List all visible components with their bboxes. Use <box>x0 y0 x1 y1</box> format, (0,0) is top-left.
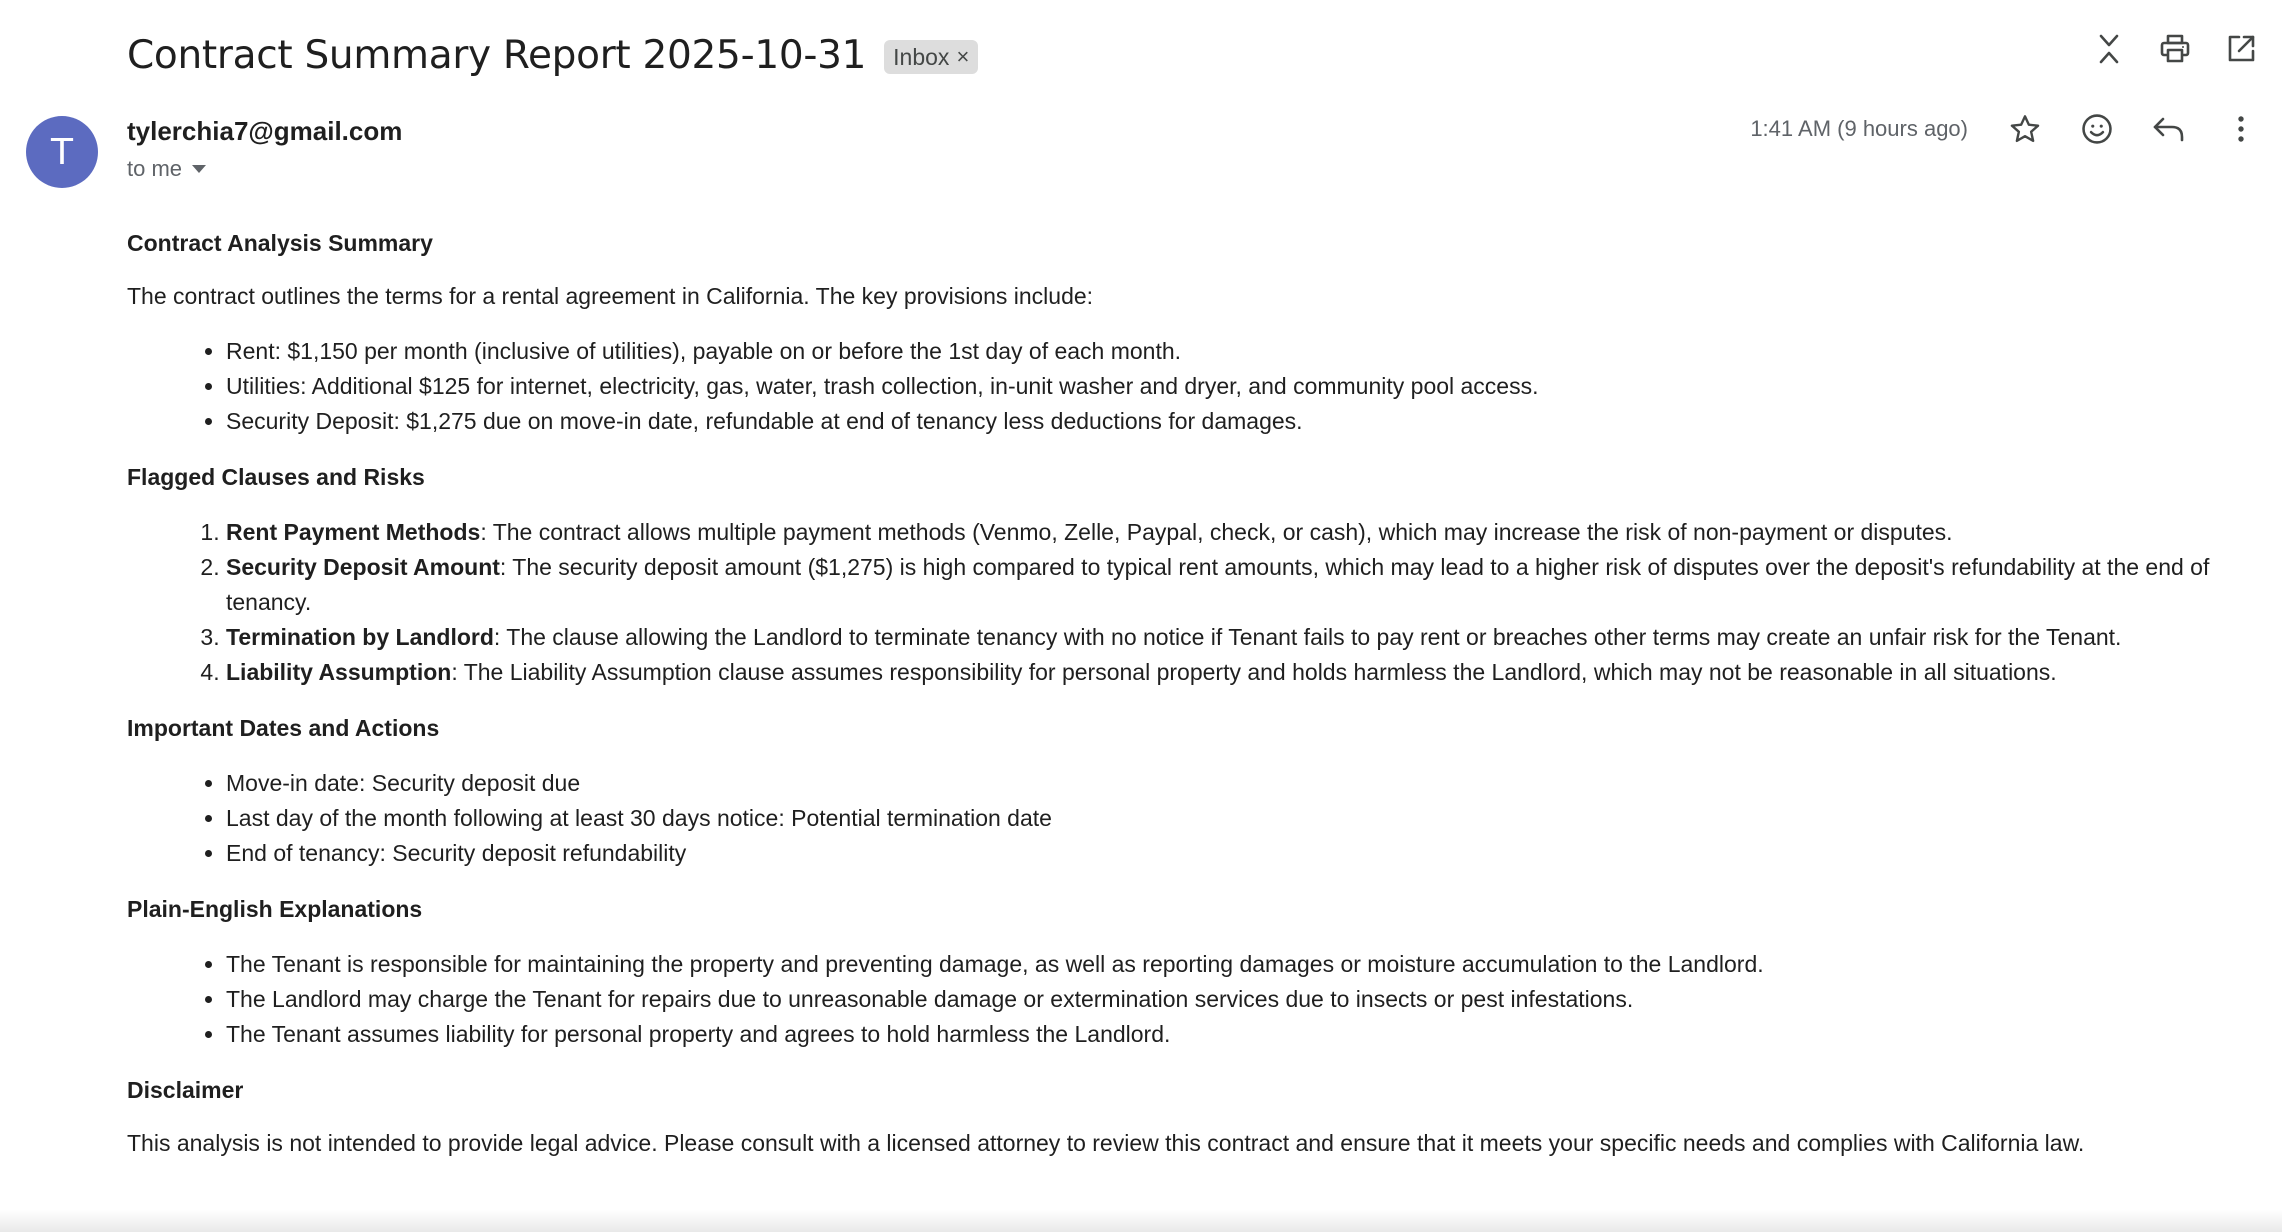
section-heading-dates: Important Dates and Actions <box>127 715 440 741</box>
section-heading-plain-english: Plain-English Explanations <box>127 896 423 922</box>
inbox-label-chip[interactable] <box>884 40 978 74</box>
clause-title: Security Deposit Amount <box>226 554 500 580</box>
message-actions <box>1750 110 2260 148</box>
star-icon[interactable] <box>2006 110 2044 148</box>
list-item <box>226 550 2247 620</box>
plain-english-list <box>127 947 2247 1052</box>
unfold-less-icon[interactable] <box>2090 30 2128 68</box>
section-heading-disclaimer: Disclaimer <box>127 1077 244 1103</box>
list-item: • The Tenant is responsible for maintaining the property and preventing damage, as well as reporting damages or moisture accumulation to the Landlord. <box>226 947 2247 982</box>
remove-label-icon[interactable]: × <box>956 44 970 69</box>
open-in-new-icon[interactable] <box>2222 30 2260 68</box>
email-body <box>127 228 2247 1181</box>
subject-row <box>127 24 978 86</box>
print-icon[interactable] <box>2156 30 2194 68</box>
recipients-label: to me <box>127 156 183 181</box>
label-text: Inbox <box>893 43 950 70</box>
clause-text: : The security deposit amount ($1,275) is high compared to typical rent amounts, which may lead to a higher risk of disputes over the deposit's refundability at the end of tenancy. <box>226 554 2210 615</box>
email-subject: Contract Summary Report 2025-10-31 <box>127 32 867 78</box>
flagged-list <box>127 515 2247 690</box>
section-heading-summary: Contract Analysis Summary <box>127 230 433 256</box>
thread-actions <box>2090 30 2260 68</box>
more-vert-icon[interactable] <box>2222 110 2260 148</box>
reply-icon[interactable] <box>2150 110 2188 148</box>
list-item: • Move-in date: Security deposit due <box>226 766 2247 801</box>
clause-text: : The Liability Assumption clause assumes responsibility for personal property and holds harmless the Landlord, which may not be reasonable in all situations. <box>451 659 2057 685</box>
list-item: • Rent: $1,150 per month (inclusive of utilities), payable on or before the 1st day of each month. <box>226 334 2247 369</box>
list-item: • Last day of the month following at least 30 days notice: Potential termination date <box>226 801 2247 836</box>
list-item <box>226 620 2247 655</box>
summary-intro: The contract outlines the terms for a rental agreement in California. The key provisions include: <box>127 283 1094 309</box>
list-item: • Security Deposit: $1,275 due on move-in date, refundable at end of tenancy less deductions for damages. <box>226 404 2247 439</box>
sender-email[interactable]: tylerchia7@gmail.com <box>127 116 403 146</box>
clause-title: Rent Payment Methods <box>226 519 481 545</box>
clause-title: Termination by Landlord <box>226 624 494 650</box>
list-item <box>226 515 2247 550</box>
avatar[interactable]: T <box>26 116 98 188</box>
dates-list <box>127 766 2247 871</box>
message-timestamp: 1:41 AM (9 hours ago) <box>1750 116 1968 141</box>
clause-text: : The clause allowing the Landlord to terminate tenancy with no notice if Tenant fails to pay rent or breaches other terms may create an unfair risk for the Tenant. <box>493 624 2122 650</box>
list-item: • End of tenancy: Security deposit refundability <box>226 836 2247 871</box>
disclaimer-text: This analysis is not intended to provide legal advice. Please consult with a licensed attorney to review this contract and ensure that it meets your specific needs and complies with California law. <box>127 1130 2085 1156</box>
recipients-toggle[interactable] <box>127 156 206 182</box>
list-item <box>226 655 2247 690</box>
list-item: • The Tenant assumes liability for personal property and agrees to hold harmless the Landlord. <box>226 1017 2247 1052</box>
list-item: • Utilities: Additional $125 for internet, electricity, gas, water, trash collection, in-unit washer and dryer, and community pool access. <box>226 369 2247 404</box>
section-heading-flagged: Flagged Clauses and Risks <box>127 464 425 490</box>
scroll-shadow <box>0 1210 2282 1232</box>
clause-title: Liability Assumption <box>226 659 452 685</box>
chevron-down-icon <box>192 165 206 173</box>
emoji-reaction-icon[interactable] <box>2078 110 2116 148</box>
summary-list <box>127 334 2247 439</box>
list-item: • The Landlord may charge the Tenant for repairs due to unreasonable damage or extermination services due to insects or pest infestations. <box>226 982 2247 1017</box>
clause-text: : The contract allows multiple payment methods (Venmo, Zelle, Paypal, check, or cash), which may increase the risk of non-payment or disputes. <box>480 519 1953 545</box>
